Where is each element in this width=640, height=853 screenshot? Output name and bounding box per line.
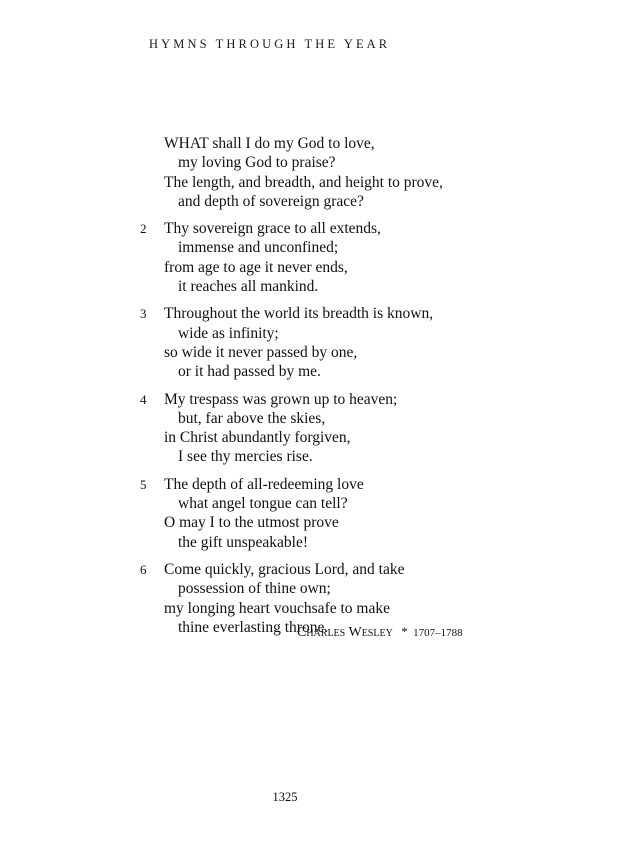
hymn-line: but, far above the skies,: [178, 409, 326, 427]
hymn-line: Thy sovereign grace to all extends,: [164, 220, 381, 238]
hymn-line: I see thy mercies rise.: [178, 448, 313, 466]
hymn-text: [140, 134, 540, 645]
hymn-line: in Christ abundantly forgiven,: [164, 429, 351, 447]
author-name: Charles Wesley: [297, 625, 393, 640]
hymn-line: from age to age it never ends,: [164, 258, 348, 276]
asterisk-marker: *: [401, 624, 408, 639]
hymn-line: My trespass was grown up to heaven;: [164, 390, 398, 408]
stanza-2: [140, 219, 540, 296]
stanza-number: 6: [140, 561, 147, 577]
stanza-number: 5: [140, 476, 147, 492]
hymn-line: or it had passed by me.: [178, 363, 321, 381]
hymn-line: The depth of all-redeeming love: [164, 475, 364, 493]
attribution: [297, 624, 463, 641]
hymn-line: what angel tongue can tell?: [178, 495, 348, 513]
hymn-line: the gift unspeakable!: [178, 533, 308, 551]
hymn-line: my loving God to praise?: [178, 154, 336, 172]
stanza-4: [140, 390, 540, 467]
stanza-number: 3: [140, 306, 147, 322]
stanza-number: 2: [140, 221, 147, 237]
stanza-1: [140, 134, 540, 211]
stanza-number: 4: [140, 391, 147, 407]
hymn-line: so wide it never passed by one,: [164, 343, 358, 361]
stanza-3: [140, 304, 540, 381]
hymn-line: immense and unconfined;: [178, 239, 339, 257]
hymn-line: Throughout the world its breadth is known,: [164, 305, 434, 323]
hymn-line: it reaches all mankind.: [178, 278, 319, 296]
hymn-line: The length, and breadth, and height to prove,: [164, 173, 443, 191]
hymn-line: my longing heart vouchsafe to make: [164, 599, 390, 617]
hymn-line: and depth of sovereign grace?: [178, 192, 364, 210]
stanza-5: [140, 475, 540, 552]
hymn-line: Come quickly, gracious Lord, and take: [164, 560, 405, 578]
running-head: HYMNS THROUGH THE YEAR: [149, 37, 391, 51]
hymn-line: possession of thine own;: [178, 580, 331, 598]
author-dates: 1707–1788: [413, 627, 463, 639]
hymn-line: O may I to the utmost prove: [164, 514, 339, 532]
page-number: 1325: [272, 790, 298, 804]
hymn-line: wide as infinity;: [178, 324, 279, 342]
hymn-line: thine everlasting throne.: [178, 618, 329, 636]
hymn-line: WHAT shall I do my God to love,: [164, 135, 375, 152]
